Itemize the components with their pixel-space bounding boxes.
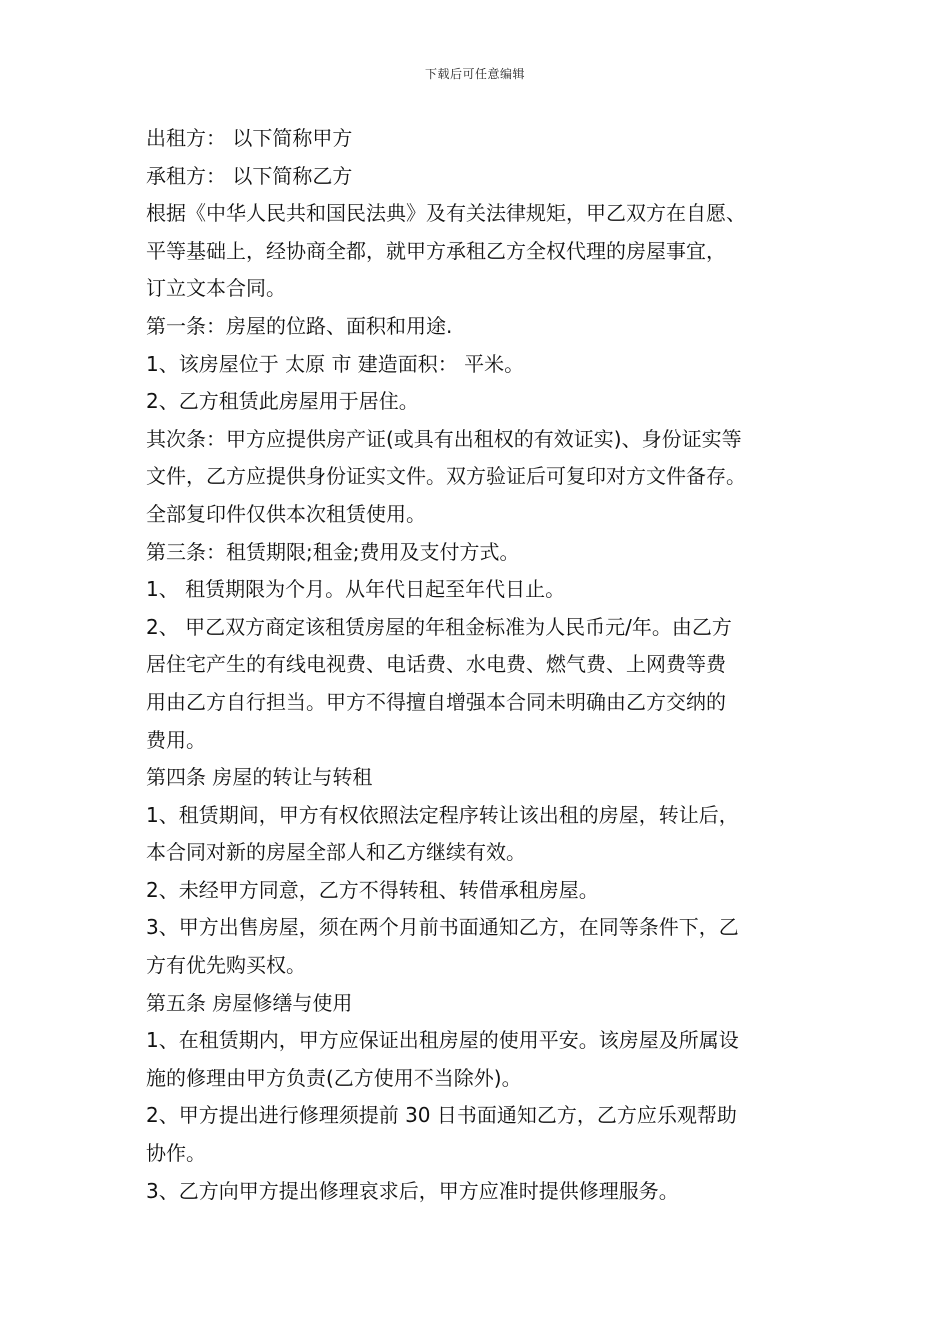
text-line: 1、租赁期间，甲方有权依照法定程序转让该出租的房屋，转让后， [146, 802, 739, 827]
section-heading: 第五条 房屋修缮与使用 [146, 990, 353, 1015]
text-line: 根据《中华人民共和国民法典》及有关法律规矩，甲乙双方在自愿、 [146, 201, 746, 226]
text-line: 施的修理由甲方负责(乙方使用不当除外)。 [146, 1065, 522, 1090]
text-line: 2、未经甲方同意，乙方不得转租、转借承租房屋。 [146, 877, 599, 902]
section-heading: 第四条 房屋的转让与转租 [146, 765, 373, 790]
text-line: 本合同对新的房屋全部人和乙方继续有效。 [146, 840, 526, 865]
text-line: 全部复印件仅供本次租赁使用。 [146, 501, 426, 526]
text-line: 居住宅产生的有线电视费、电话费、水电费、燃气费、上网费等费 [146, 652, 726, 677]
contract-body [146, 120, 836, 1210]
text-line: 用由乙方自行担当。甲方不得擅自增强本合同未明确由乙方交纳的 [146, 689, 726, 714]
page-header-note: 下载后可任意编辑 [424, 67, 525, 81]
section-heading: 其次条：甲方应提供房产证(或具有出租权的有效证实)、身份证实等 [146, 426, 742, 451]
text-line: 1、该房屋位于 太原 市 建造面积： 平米。 [146, 351, 525, 376]
text-line: 方有优先购买权。 [146, 953, 306, 978]
text-line: 3、甲方出售房屋，须在两个月前书面通知乙方，在同等条件下，乙 [146, 915, 739, 940]
section-heading: 第一条：房屋的位路、面积和用途. [146, 313, 453, 338]
text-line: 平等基础上，经协商全都，就甲方承租乙方全权代理的房屋事宜， [146, 238, 726, 263]
text-line: 3、乙方向甲方提出修理哀求后，甲方应准时提供修理服务。 [146, 1178, 679, 1203]
text-line: 1、 租赁期限为个月。从年代日起至年代日止。 [146, 577, 566, 602]
text-line: 1、在租赁期内，甲方应保证出租房屋的使用平安。该房屋及所属设 [146, 1028, 739, 1053]
text-line: 2、甲方提出进行修理须提前 30 日书面通知乙方，乙方应乐观帮助 [146, 1103, 737, 1128]
text-line: 2、 甲乙双方商定该租赁房屋的年租金标准为人民币元/年。由乙方 [146, 614, 732, 639]
text-line: 承租方： 以下简称乙方 [146, 163, 353, 188]
text-line: 协作。 [146, 1141, 206, 1166]
text-line: 2、乙方租赁此房屋用于居住。 [146, 389, 419, 414]
text-line: 费用。 [146, 727, 206, 752]
text-line: 文件，乙方应提供身份证实文件。双方验证后可复印对方文件备存。 [146, 464, 746, 489]
text-line: 出租方： 以下简称甲方 [146, 126, 353, 150]
section-heading: 第三条：租赁期限;租金;费用及支付方式。 [146, 539, 520, 564]
text-line: 订立文本合同。 [146, 276, 286, 301]
